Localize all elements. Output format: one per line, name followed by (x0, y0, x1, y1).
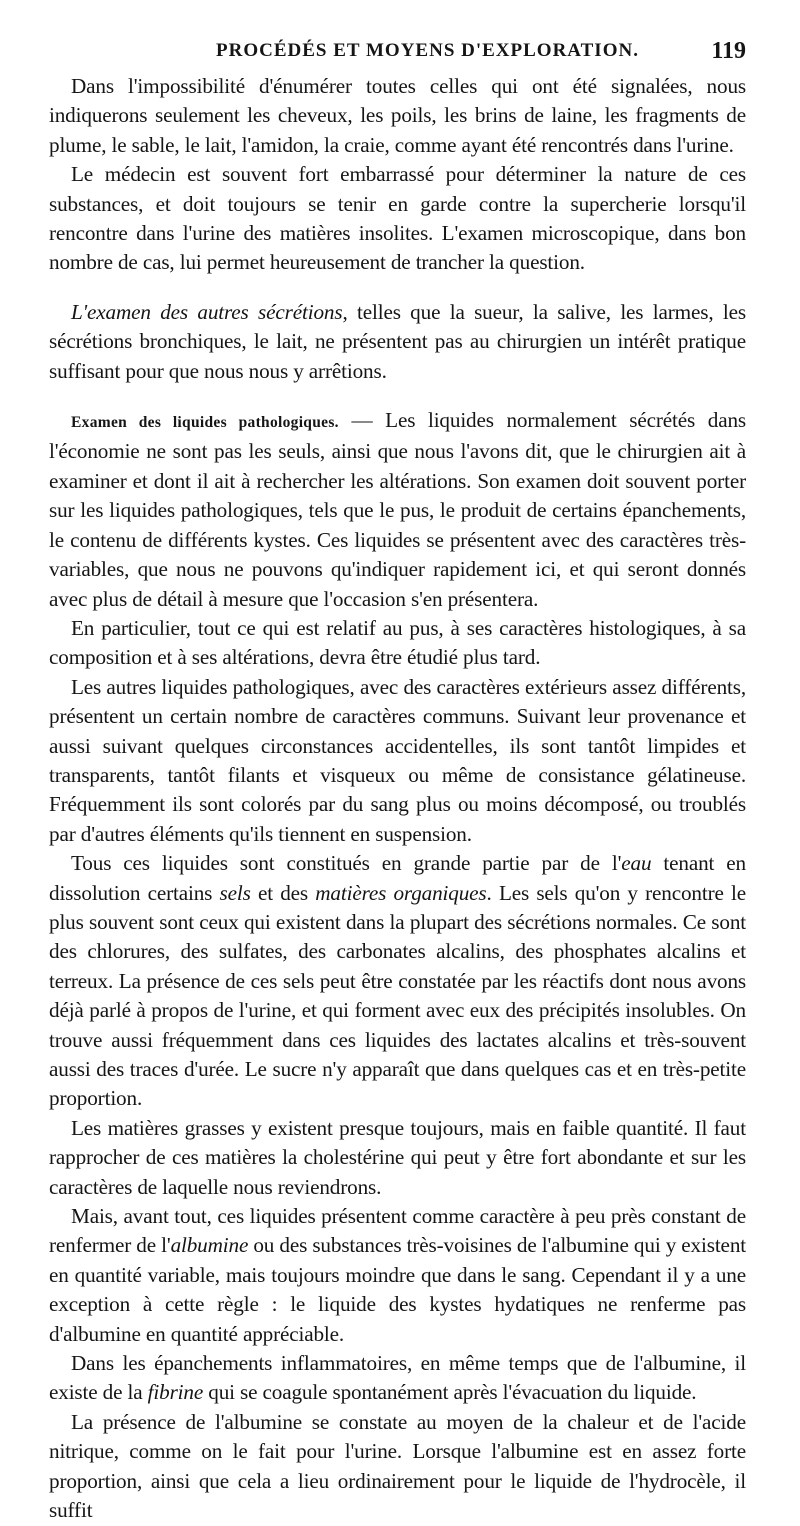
text-run: tenant en dissolution certains (49, 851, 746, 905)
text-run: ou des substances très-voisines de l'albumine qui y existent en quantité variable, mais toujours moindre que dans le sang. Cependant il y a une exception à cette règle : le liquide des kystes hydatiques ne renferme pas d'albumine en quantité appréciable. (49, 1233, 746, 1346)
paragraph-gap (49, 386, 746, 406)
italic-run: eau (621, 851, 652, 876)
text-run: , telles que la sueur, la salive, les larmes, les sécrétions bronchiques, le lait, ne présentent pas au chirurgien un intérêt pratique suffisant pour que nous nous y arrêtions. (49, 299, 746, 383)
text-run: qui se coagule spontanément après l'évacuation du liquide. (203, 1380, 697, 1405)
italic-run: sels (219, 880, 251, 905)
text-run: — Les liquides normalement sécrétés dans l'économie ne sont pas les seuls, ainsi que nous l'avons dit, que le chirurgien ait à examiner et dont il ait à rechercher les altérations. Son examen doit souvent porter sur les liquides pathologiques, tels que le pus, le produit de certains épanchements, le contenu de différents kystes. Ces liquides se présentent avec des caractères très-variables, que nous ne pouvons qu'indiquer rapidement ici, et qui seront donnés avec plus de détail à mesure que l'occasion s'en présentera. (49, 408, 747, 611)
paragraph: Le médecin est souvent fort embarrassé pour déterminer la nature de ces substances, et doit toujours se tenir en garde contre la supercherie lorsqu'il rencontre dans l'urine des matières insolites. L'examen microscopique, dans bon nombre de cas, lui permet heureusement de trancher la question. (49, 162, 746, 275)
text-run: Dans les épanchements inflammatoires, en même temps que de l'albumine, il existe de la (49, 1351, 746, 1405)
paragraph-gap (49, 278, 746, 298)
paragraph: En particulier, tout ce qui est relatif au pus, à ses caractères histologiques, à sa composition et à ses altérations, devra être étudié plus tard. (49, 615, 746, 670)
page-number: 119 (711, 38, 746, 64)
italic-run: albumine (170, 1233, 249, 1258)
section-heading: Examen des liquides pathologiques. (71, 414, 339, 432)
running-title: PROCÉDÉS ET MOYENS D'EXPLORATION. (216, 40, 639, 61)
text-run: et des (250, 880, 316, 905)
page-header (49, 38, 746, 72)
italic-run: fibrine (147, 1380, 204, 1405)
paragraph: Dans l'impossibilité d'énumérer toutes celles qui ont été signalées, nous indiquerons seulement les cheveux, les poils, les brins de laine, les fragments de plume, le sable, le lait, l'amidon, la craie, comme ayant été rencontrés dans l'urine. (49, 74, 746, 157)
paragraph: La présence de l'albumine se constate au moyen de la chaleur et de l'acide nitrique, comme on le fait pour l'urine. Lorsque l'albumine est en assez forte proportion, ainsi que cela a lieu ordinairement pour le liquide de l'hydrocèle, il suffit (49, 1409, 746, 1523)
paragraph (49, 406, 746, 614)
body-text (49, 72, 746, 1526)
paragraph (49, 1202, 746, 1349)
text-run: . Les sels qu'on y rencontre le plus souvent sont ceux qui existent dans la plupart des sécrétions normales. Ce sont des chlorures, des sulfates, des carbonates alcalins, des phosphates alcalins et terreux. La présence de ces sels peut être constatée par les réactifs dont nous avons déjà parlé à propos de l'urine, et qui forment avec eux des précipités insolubles. On trouve aussi fréquemment dans ces liquides des lactates alcalins et très-souvent aussi des traces d'urée. Le sucre n'y apparaît que dans quelques cas et en très-petite proportion. (49, 880, 747, 1111)
text-run: Tous ces liquides sont constitués en grande partie par de l' (71, 851, 622, 876)
paragraph: Les autres liquides pathologiques, avec des caractères extérieurs assez différents, présentent un certain nombre de caractères communs. Suivant leur provenance et aussi suivant quelques circonstances accidentelles, ils sont tantôt limpides et transparents, tantôt filants et visqueux ou même de consistance gélatineuse. Fréquemment ils sont colorés par du sang plus ou moins décomposé, ou troublés par d'autres éléments qu'ils tiennent en suspension. (49, 674, 746, 846)
paragraph (49, 298, 746, 386)
paragraph (49, 1349, 746, 1408)
italic-run: matières organiques (315, 880, 487, 905)
text-run: Mais, avant tout, ces liquides présentent comme caractère à peu près constant de renfermer de l' (49, 1204, 746, 1258)
paragraph (49, 849, 746, 1114)
italic-run: L'examen des autres sécrétions (71, 299, 343, 324)
paragraph: Les matières grasses y existent presque toujours, mais en faible quantité. Il faut rapprocher de ces matières la cholestérine qui peut y être fort abondante et sur les caractères de laquelle nous reviendrons. (49, 1115, 746, 1199)
